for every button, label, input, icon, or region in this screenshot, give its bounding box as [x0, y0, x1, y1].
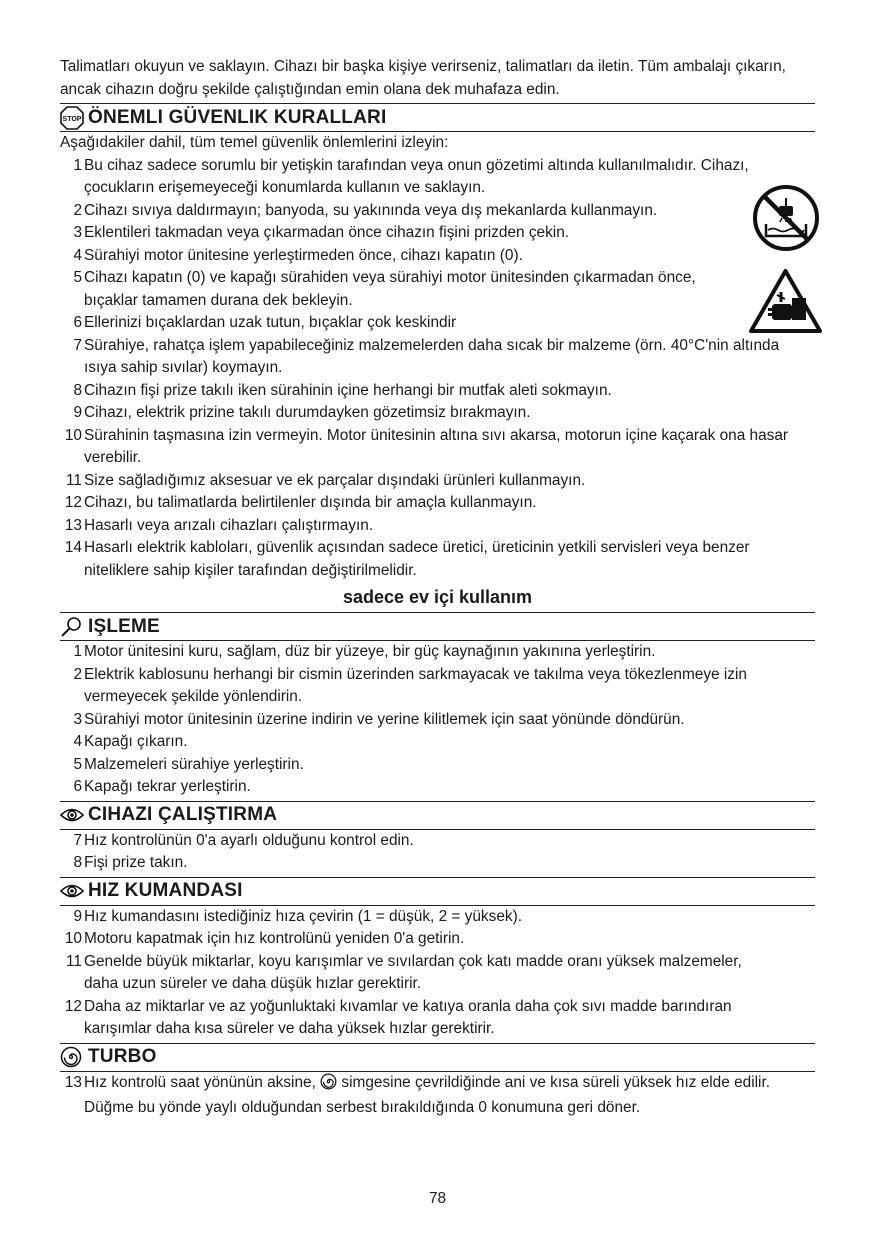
turbo-text-before: Hız kontrolü saat yönünün aksine,: [84, 1073, 316, 1091]
list-item: 12 Cihazı, bu talimatlarda belirtilenler dışında bir amaçla kullanmayın.: [64, 494, 537, 511]
list-item: 12 Daha az miktarlar ve az yoğunluktaki kıvamlar ve katıya oranla daha çok sıvı madde barındıran karışımlar daha kısa süreler ve daha yüksek hızlar gerektirir.: [64, 997, 732, 1037]
turbo-spiral-icon: [60, 1046, 88, 1068]
no-water-immersion-icon: [752, 184, 820, 257]
speed-section-header: [60, 877, 815, 906]
intro-paragraph: Talimatları okuyun ve saklayın. Cihazı bir başka kişiye verirseniz, talimatları da iletin. Tüm ambalajı çıkarın, ancak cihazın doğru şekilde çalıştığından emin olana dek muhafaza edin.: [60, 58, 786, 98]
list-item: 4 Kapağı çıkarın.: [73, 733, 188, 750]
eye-icon: [60, 880, 88, 902]
list-item: 11 Genelde büyük miktarlar, koyu karışımlar ve sıvılardan çok katı madde oranı yüksek malzemeler, daha uzun süreler ve daha düşük hızlar gerektirir.: [66, 952, 742, 992]
list-item: 13 Hasarlı veya arızalı cihazları çalıştırmayın.: [64, 516, 374, 534]
operation-section-header: [60, 612, 815, 641]
turbo-title: TURBO: [88, 1046, 157, 1067]
list-item: 9 Hız kumandasını istediğiniz hıza çevirin (1 = düşük, 2 = yüksek).: [73, 907, 522, 925]
list-item: 9 Cihazı, elektrik prizine takılı durumdayken gözetimsiz bırakmayın.: [73, 404, 531, 421]
svg-text:STOP: STOP: [62, 115, 82, 123]
list-item: 13 Hız kontrolü saat yönünün aksine, simgesine çevrildiğinde ani ve kısa süreli yüksek hız elde edilir. Düğme bu yönde yaylı olduğundan serbest bırakıldığında 0 konumuna geri döner.: [64, 1073, 770, 1116]
list-item: 3 Sürahiyi motor ünitesinin üzerine indirin ve yerine kilitlemek için saat yönünde döndürün.: [73, 710, 685, 728]
startup-list: [60, 830, 815, 875]
startup-section-header: [60, 801, 815, 830]
operation-list: [60, 641, 815, 799]
list-item: 8 Fişi prize takın.: [73, 854, 188, 871]
turbo-section-header: [60, 1043, 815, 1072]
list-item: 11 Size sağladığımız aksesuar ve ek parçalar dışındaki ürünleri kullanmayın.: [66, 471, 586, 489]
list-item: 5 Malzemeleri sürahiye yerleştirin.: [73, 755, 304, 773]
safety-subtitle: Aşağıdakiler dahil, tüm temel güvenlik önlemlerini izleyin:: [60, 134, 449, 151]
list-item: 4 Sürahiyi motor ünitesine yerleştirmeden önce, cihazı kapatın (0).: [73, 246, 523, 264]
list-item: 2 Cihazı sıvıya daldırmayın; banyoda, su yakınında veya dış mekanlarda kullanmayın.: [73, 201, 658, 219]
list-item: 8 Cihazın fişi prize takılı iken sürahinin içine herhangi bir mutfak aleti sokmayın.: [73, 381, 612, 399]
magnifier-icon: [60, 616, 88, 638]
startup-title: CIHAZI ÇALIŞTIRMA: [88, 804, 278, 825]
list-item: 6 Kapağı tekrar yerleştirin.: [73, 778, 251, 795]
list-item: 5 Cihazı kapatın (0) ve kapağı sürahiden veya sürahiyi motor ünitesinden çıkarmadan önce, bıçaklar tamamen durana dek bekleyin.: [73, 269, 696, 309]
list-item: 10 Motoru kapatmak için hız kontrolünü yeniden 0'a getirin.: [64, 930, 465, 947]
turbo-spiral-icon: [320, 1073, 337, 1098]
sharp-blade-warning-icon: [748, 268, 823, 339]
speed-list: [60, 906, 815, 1041]
turbo-text-after: simgesine çevrildiğinde ani ve kısa süreli yüksek hız elde edilir. Düğme bu yönde yaylı olduğundan serbest bırakıldığında 0 konumuna geri döner.: [84, 1073, 770, 1116]
list-item: 3 Eklentileri takmadan veya çıkarmadan önce cihazın fişini prizden çekin.: [73, 224, 570, 241]
list-item: 1 Motor ünitesini kuru, sağlam, düz bir yüzeye, bir güç kaynağının yakınına yerleştirin.: [73, 643, 656, 660]
stop-icon: [60, 107, 88, 129]
manual-page: [60, 56, 815, 1120]
list-item: 7 Sürahiye, rahatça işlem yapabileceğiniz malzemelerden daha sıcak bir malzeme (örn. 40°C'nin altında ısıya sahip sıvılar) koymayın.: [73, 336, 780, 376]
household-use-note: sadece ev içi kullanım: [342, 587, 533, 607]
speed-title: HIZ KUMANDASI: [88, 880, 243, 901]
list-item: 1 Bu cihaz sadece sorumlu bir yetişkin tarafından veya onun gözetimi altında kullanılmalıdır. Cihazı, çocukların erişemeyeceği konumlarda kullanın ve saklayın.: [73, 156, 749, 196]
list-item: 7 Hız kontrolünün 0'a ayarlı olduğunu kontrol edin.: [73, 831, 414, 849]
safety-title: ÖNEMLI GÜVENLIK KURALLARI: [88, 106, 387, 128]
list-item: 2 Elektrik kablosunu herhangi bir cismin üzerinden sarkmayacak ve takılma veya tökezlenmeye izin vermeyecek şekilde yönlendirin.: [73, 665, 747, 705]
page-number: 78: [428, 1190, 447, 1207]
list-item: 10 Sürahinin taşmasına izin vermeyin. Motor ünitesinin altına sıvı akarsa, motorun içine kaçarak ona hasar verebilir.: [64, 426, 789, 466]
list-item: 14 Hasarlı elektrik kabloları, güvenlik açısından sadece üretici, üreticinin yetkili servisleri veya benzer niteliklere sahip kişiler tarafından değiştirilmelidir.: [64, 539, 750, 579]
list-item: 6 Ellerinizi bıçaklardan uzak tutun, bıçaklar çok keskindir: [73, 314, 457, 331]
turbo-list: [60, 1072, 815, 1120]
eye-icon: [60, 804, 88, 826]
safety-section-header: [60, 103, 815, 132]
safety-list: [60, 155, 815, 583]
operation-title: IŞLEME: [88, 615, 160, 637]
